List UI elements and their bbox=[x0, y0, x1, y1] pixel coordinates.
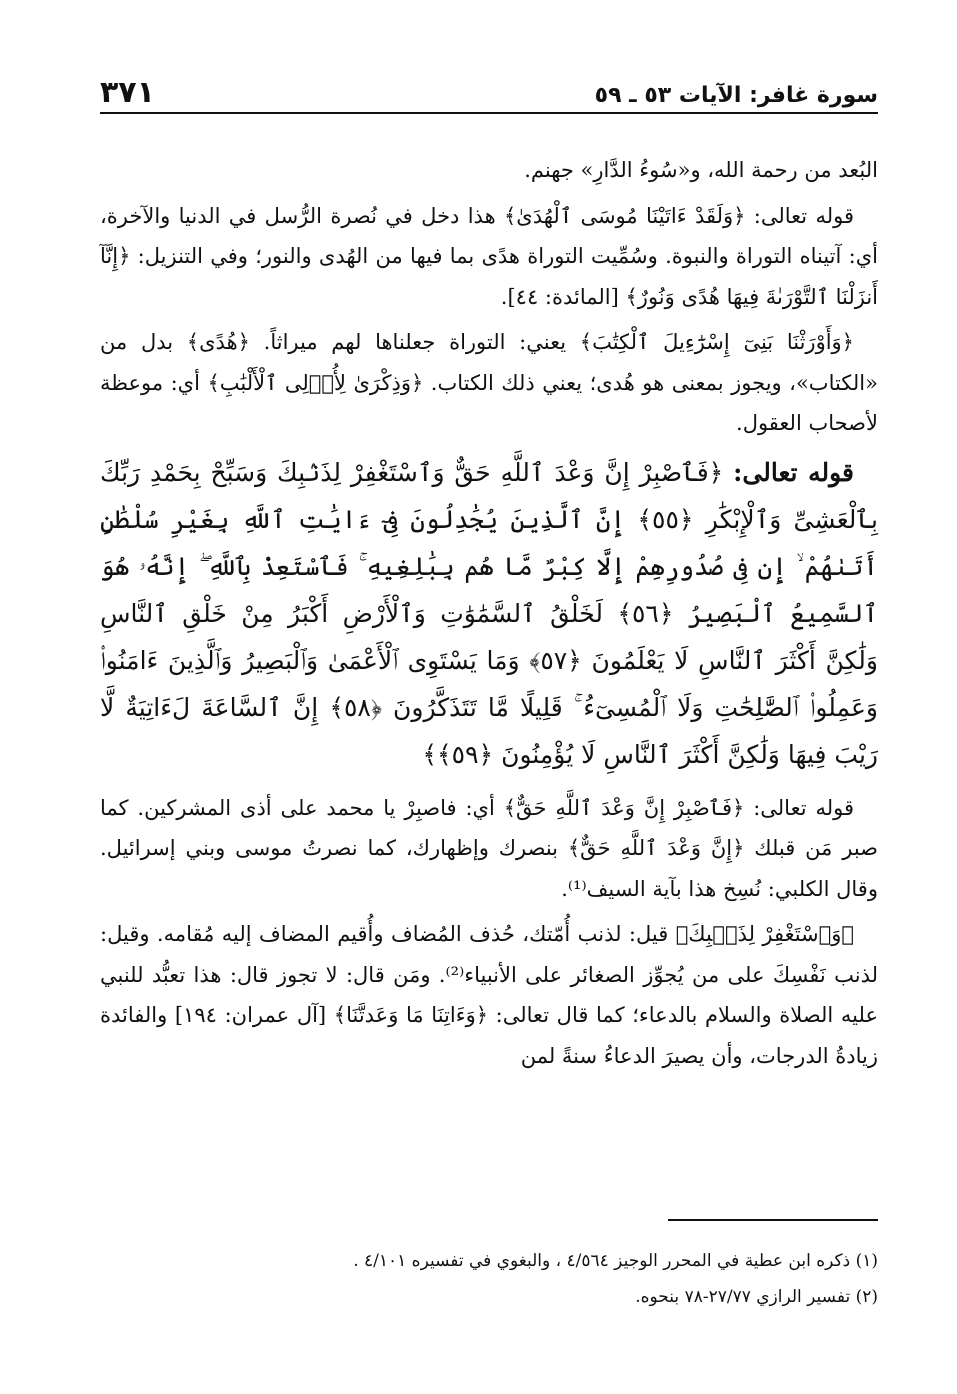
paragraph-2: قوله تعالى: ﴿وَلَقَدْ ءَاتَيْنَا مُوسَى ٱلْهُدَىٰ﴾ هذا دخل في نُصرة الرُّسل في الدنيا والآخرة، أي: آتيناه التوراة والنبوة. وسُمِّيت التوراة هدًى بما فيها من الهُدى والنور؛ وفي التنزيل: ﴿إِنَّآ أَنزَلْنَا ٱلتَّوْرَىٰةَ فِيهَا هُدًى وَنُورٌ﴾ [المائدة: ٤٤]. bbox=[100, 203, 878, 309]
quran-verse-block bbox=[100, 449, 878, 778]
footnote-separator bbox=[668, 1219, 878, 1221]
verse-lead: قوله تعالى: bbox=[733, 457, 854, 487]
paragraph-3: ﴿وَأَوْرَثْنَا بَنِىٓ إِسْرَٰٓءِيلَ ٱلْكِتَٰبَ﴾ يعني: التوراة جعلناها لهم ميراثاً. ﴿هُدًى﴾ بدل من «الكتاب»، ويجوز بمعنى هو هُدى؛ يعني ذلك الكتاب. ﴿وَذِكْرَىٰ لِأُو۟لِى ٱلْأَلْبَٰبِ﴾ أي: موعظة لأصحاب العقول. bbox=[100, 330, 878, 435]
page-number: ٣٧١ bbox=[100, 75, 155, 110]
footnote-2: (٢) تفسير الرازي ٢٧/٧٧-٧٨ بنحوه. bbox=[635, 1287, 878, 1307]
paragraph-4: قوله تعالى: ﴿فَٱصْبِرْ إِنَّ وَعْدَ ٱللَّهِ حَقٌّ﴾ أي: فاصبِرْ يا محمد على أذى المشركين. كما صبر مَن قبلك ﴿إِنَّ وَعْدَ ٱللَّهِ حَقٌّ﴾ بنصرك وإظهارك، كما نصرتُ موسى وبني إسرائيل. وقال الكلبي: نُسِخ هذا بآية السيف⁽¹⁾. bbox=[100, 795, 878, 901]
paragraph-5: ﴿وَٱسْتَغْفِرْ لِذَنۢبِكَ﴾ قيل: لذنب أُمّتك، حُذف المُضاف وأُقيم المضاف إليه مُقامه. وقيل: لذنب نَفْسِكَ على من يُجوِّز الصغائر على الأنبياء⁽²⁾. ومَن قال: لا تجوز قال: هذا تعبُّد للنبي عليه الصلاة والسلام بالدعاء؛ كما قال تعالى: ﴿وَءَاتِنَا مَا وَعَدتَّنَا﴾ [آل عمران: ١٩٤] والفائدة زيادةُ الدرجات، وأن يصيرَ الدعاءُ سنةً لمن bbox=[100, 922, 878, 1068]
paragraph-1: البُعد من رحمة الله، و«سُوءُ الدَّارِ» جهنم. bbox=[524, 158, 878, 182]
running-title: سورة غافر: الآيات ٥٣ ـ ٥٩ bbox=[594, 83, 878, 108]
verse-text: ﴿فَٱصْبِرْ إِنَّ وَعْدَ ٱللَّهِ حَقٌّ وَٱسْتَغْفِرْ لِذَنۢبِكَ وَسَبِّحْ بِحَمْدِ رَبِّكَ بِٱلْعَشِىِّ وَٱلْإِبْكَٰرِ ﴿٥٥﴾ إِنَّ ٱلَّذِينَ يُجَٰدِلُونَ فِىٓ ءَايَٰتِ ٱللَّهِ بِغَيْرِ سُلْطَٰنٍ أَتَىٰهُمْ ۙ إِن فِى صُدُورِهِمْ إِلَّا كِبْرٌ مَّا هُم بِبَٰلِغِيهِ ۚ فَٱسْتَعِذْ بِٱللَّهِ ۖ إِنَّهُۥ هُوَ ٱلسَّمِيعُ ٱلْبَصِيرُ ﴿٥٦﴾ لَخَلْقُ ٱلسَّمَٰوَٰتِ وَٱلْأَرْضِ أَكْبَرُ مِنْ خَلْقِ ٱلنَّاسِ وَلَٰكِنَّ أَكْثَرَ ٱلنَّاسِ لَا يَعْلَمُونَ ﴿٥٧﴾ وَمَا يَسْتَوِى ٱلْأَعْمَىٰ وَٱلْبَصِيرُ وَٱلَّذِينَ ءَامَنُوا۟ وَعَمِلُوا۟ ٱلصَّٰلِحَٰتِ وَلَا ٱلْمُسِىٓءُ ۚ قَلِيلًا مَّا تَتَذَكَّرُونَ ﴿٥٨﴾ إِنَّ ٱلسَّاعَةَ لَءَاتِيَةٌ لَّا رَيْبَ فِيهَا وَلَٰكِنَّ أَكْثَرَ ٱلنَّاسِ لَا يُؤْمِنُونَ ﴿٥٩﴾﴾ bbox=[100, 457, 878, 769]
page-body bbox=[100, 150, 878, 1081]
footnote-1: (١) ذكره ابن عطية في المحرر الوجيز ٤/٥٦٤ ، والبغوي في تفسيره ٤/١٠١ . bbox=[353, 1251, 878, 1271]
page-header bbox=[100, 66, 878, 114]
footnotes bbox=[100, 1243, 878, 1315]
